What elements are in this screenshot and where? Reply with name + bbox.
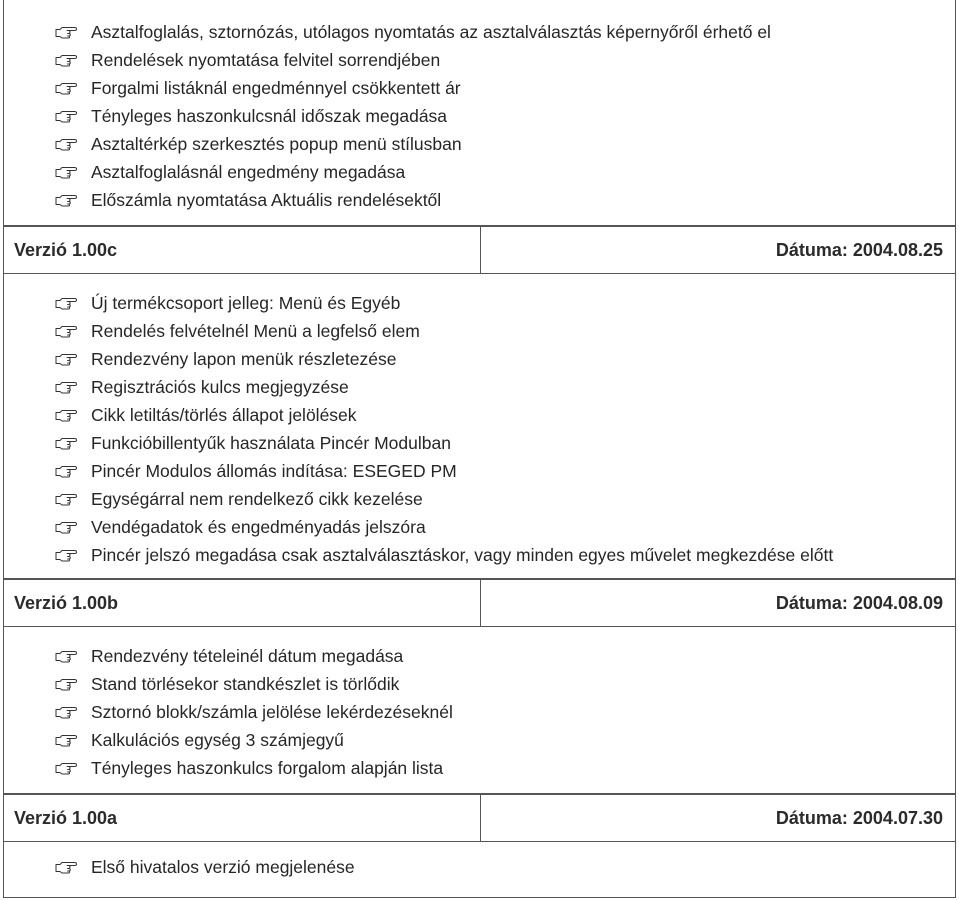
pointing-hand-icon — [55, 429, 81, 457]
pointing-hand-icon — [55, 513, 81, 541]
list-item: Cikk letiltás/törlés állapot jelölések — [4, 401, 955, 429]
pointing-hand-icon — [55, 74, 81, 102]
version-label: Verzió 1.00a — [14, 808, 118, 828]
list-item: Asztalfoglalás, sztornózás, utólagos nyomtatás az asztalválasztás képernyőről érhető el — [4, 18, 955, 46]
pointing-hand-icon — [55, 642, 81, 670]
list-item: Regisztrációs kulcs megjegyzése — [4, 373, 955, 401]
version-header-1-00b — [3, 579, 956, 627]
pointing-hand-icon — [55, 457, 81, 485]
list-item: Asztaltérkép szerkesztés popup menü stílusban — [4, 130, 955, 158]
changelog-section-1-00b — [3, 627, 956, 794]
pointing-hand-icon — [55, 158, 81, 186]
changelog-section-top — [3, 0, 956, 226]
list-item: Rendelések nyomtatása felvitel sorrendjében — [4, 46, 955, 74]
pointing-hand-icon — [55, 853, 81, 881]
pointing-hand-icon — [55, 345, 81, 373]
pointing-hand-icon — [55, 726, 81, 754]
list-item: Egységárral nem rendelkező cikk kezelése — [4, 485, 955, 513]
list-item: Új termékcsoport jelleg: Menü és Egyéb — [4, 289, 955, 317]
pointing-hand-icon — [55, 754, 81, 782]
version-label: Verzió 1.00b — [14, 593, 119, 613]
list-item: Tényleges haszonkulcsnál időszak megadása — [4, 102, 955, 130]
list-item: Rendelés felvételnél Menü a legfelső elem — [4, 317, 955, 345]
list-item: Stand törlésekor standkészlet is törlődik — [4, 670, 955, 698]
pointing-hand-icon — [55, 317, 81, 345]
feature-list — [4, 274, 955, 569]
changelog-document — [3, 0, 956, 898]
list-item: Első hivatalos verzió megjelenése — [4, 853, 955, 881]
pointing-hand-icon — [55, 46, 81, 74]
list-item: Pincér Modulos állomás indítása: ESEGED PM — [4, 457, 955, 485]
pointing-hand-icon — [55, 130, 81, 158]
version-date: Dátuma: 2004.07.30 — [775, 808, 943, 828]
list-item: Tényleges haszonkulcs forgalom alapján lista — [4, 754, 955, 782]
list-item: Asztalfoglalásnál engedmény megadása — [4, 158, 955, 186]
version-date: Dátuma: 2004.08.09 — [775, 593, 943, 613]
list-item: Rendezvény tételeinél dátum megadása — [4, 642, 955, 670]
pointing-hand-icon — [55, 670, 81, 698]
pointing-hand-icon — [55, 485, 81, 513]
version-header-1-00a — [3, 794, 956, 842]
pointing-hand-icon — [55, 698, 81, 726]
feature-list — [4, 842, 955, 881]
pointing-hand-icon — [55, 102, 81, 130]
pointing-hand-icon — [55, 401, 81, 429]
version-date: Dátuma: 2004.08.25 — [775, 240, 943, 260]
list-item: Forgalmi listáknál engedménnyel csökkentett ár — [4, 74, 955, 102]
pointing-hand-icon — [55, 541, 81, 569]
version-label: Verzió 1.00c — [14, 240, 118, 260]
list-item: Előszámla nyomtatása Aktuális rendelésektől — [4, 186, 955, 214]
list-item: Kalkulációs egység 3 számjegyű — [4, 726, 955, 754]
list-item: Funkcióbillentyűk használata Pincér Modulban — [4, 429, 955, 457]
pointing-hand-icon — [55, 289, 81, 317]
changelog-section-1-00a — [3, 842, 956, 898]
list-item: Rendezvény lapon menük részletezése — [4, 345, 955, 373]
pointing-hand-icon — [55, 18, 81, 46]
list-item: Sztornó blokk/számla jelölése lekérdezéseknél — [4, 698, 955, 726]
changelog-section-1-00c — [3, 274, 956, 579]
list-item: Vendégadatok és engedményadás jelszóra — [4, 513, 955, 541]
pointing-hand-icon — [55, 373, 81, 401]
feature-list — [4, 0, 955, 214]
feature-list — [4, 627, 955, 782]
pointing-hand-icon — [55, 186, 81, 214]
list-item: Pincér jelszó megadása csak asztalválasztáskor, vagy minden egyes művelet megkezdése előtt — [4, 541, 955, 569]
version-header-1-00c — [3, 226, 956, 274]
